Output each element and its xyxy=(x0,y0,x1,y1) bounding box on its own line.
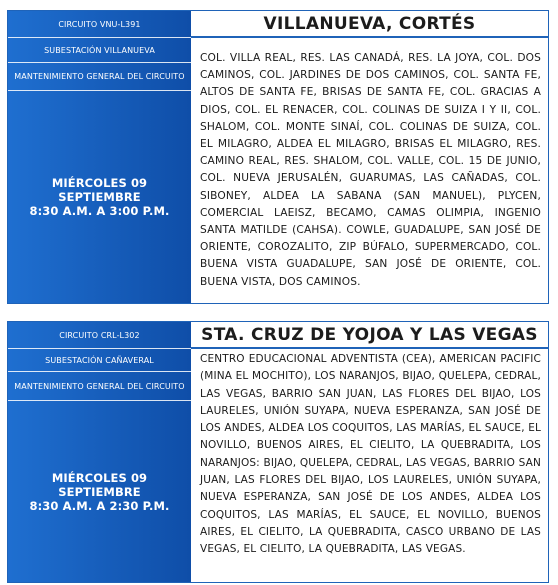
circuit-label: CIRCUITO VNU-L391 xyxy=(8,11,191,38)
work-type-label: MANTENIMIENTO GENERAL DEL CIRCUITO xyxy=(8,63,191,91)
affected-areas: CENTRO EDUCACIONAL ADVENTISTA (CEA), AMERICAN PACIFIC (MINA EL MOCHITO), LOS NARANJOS, BIJAO, QUELEPA, CEDRAL, LAS VEGAS, BARRIO SAN JUAN, LAS FLORES DEL BIJAO, LOS LAURELES, UNIÓN SUYAPA, NUEVA ESPERANZA, SAN JOSÉ DE LOS ANDES, ALDEA LOS COQUITOS, LAS MARÍAS, EL SAUCE, EL NOVILLO, BUENOS AIRES, EL CIELITO, LA QUEBRADITA, LOS NARANJOS: BIJAO, QUELEPA, CEDRAL, LAS VEGAS, BARRIO SAN JUAN, LAS FLORES DEL BIJAO, LOS LAURELES, UNIÓN SUYAPA, NUEVA ESPERANZA, SAN JOSÉ DE LOS ANDES, ALDEA LOS COQUITOS, LAS MARÍAS, EL SAUCE, EL NOVILLO, BUENOS AIRES, EL CIELITO, LA QUEBRADITA, CASCO URBANO DE LAS VEGAS, EL CIELITO, LA QUEBRADITA, LAS VEGAS. xyxy=(200,353,541,556)
schedule xyxy=(8,91,191,303)
schedule-time: 8:30 A.M. A 3:00 P.M. xyxy=(29,204,170,218)
schedule xyxy=(8,401,191,582)
info-panel xyxy=(8,322,191,582)
info-panel xyxy=(8,11,191,303)
affected-areas: COL. VILLA REAL, RES. LAS CANADÁ, RES. LA JOYA, COL. DOS CAMINOS, COL. JARDINES DE DOS CAMINOS, COL. SANTA FE, ALTOS DE SANTA FE, BRISAS DE SANTA FE, COL. GRACIAS A DIOS, COL. EL RENACER, COL. COLINAS DE SUIZA I Y II, COL. SHALOM, COL. MONTE SINAÍ, COL. COLINAS DE SUIZA, COL. EL MILAGRO, ALDEA EL MILAGRO, BRISAS EL MILAGRO, RES. CAMINO REAL, RES. SHALOM, COL. VALLE, COL. 15 DE JUNIO, COL. NUEVA JERUSALÉN, GUARUMAS, LAS CAÑADAS, COL. SIBONEY, ALDEA LA SABANA (SAN MANUEL), PLYCEN, COMERCIAL LAEISZ, BECAMO, CAMAS OLIMPIA, INGENIO SANTA MATILDE (CAHSA). COWLE, GUADALUPE, SAN JOSÉ DE ORIENTE, COROZALITO, ZIP BÚFALO, SUPERMERCADO, COL. BUENA VISTA GUADALUPE, SAN JOSÉ DE ORIENTE, COL. BUENA VISTA, DOS CAMINOS. xyxy=(200,52,541,288)
work-type-label: MANTENIMIENTO GENERAL DEL CIRCUITO xyxy=(8,372,191,401)
schedule-date: MIÉRCOLES 09 SEPTIEMBRE xyxy=(51,470,148,499)
substation-label: SUBESTACIÓN VILLANUEVA xyxy=(8,38,191,63)
location-title: STA. CRUZ DE YOJOA Y LAS VEGAS xyxy=(191,322,548,349)
location-title: VILLANUEVA, CORTÉS xyxy=(191,11,548,38)
schedule-date: MIÉRCOLES 09 SEPTIEMBRE xyxy=(51,176,148,204)
schedule-time: 8:30 A.M. A 2:30 P.M. xyxy=(29,498,170,513)
substation-label: SUBESTACIÓN CAÑAVERAL xyxy=(8,349,191,372)
outage-notice-card-1 xyxy=(7,10,549,304)
outage-notice-card-2 xyxy=(7,321,549,583)
details-panel xyxy=(191,322,548,582)
details-panel xyxy=(191,11,548,303)
circuit-label: CIRCUITO CRL-L302 xyxy=(8,322,191,349)
